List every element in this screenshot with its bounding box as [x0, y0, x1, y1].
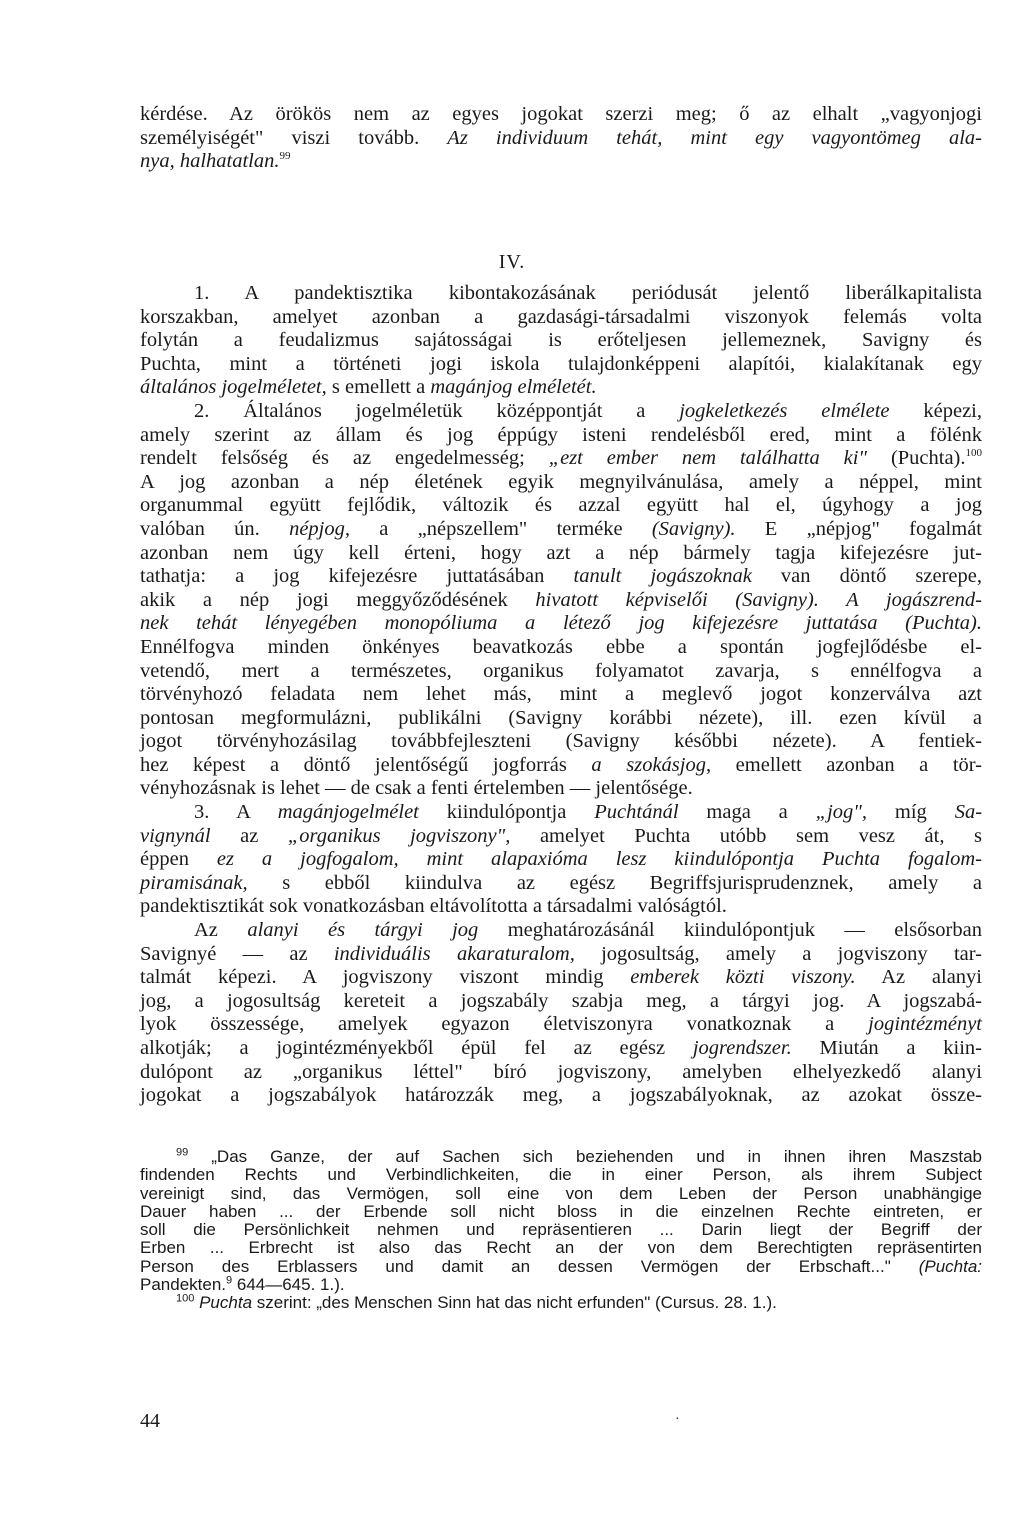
text-line: korszakban, amelyet azonban a gazdasági-társadalmi viszonyok felemás volta [140, 305, 982, 328]
text-line: alkotják; a jogintézményekből épül fel az egész jogrendszer. Miután a kiin- [140, 1037, 982, 1059]
text-line: nya, halhatatlan.$^{99}$ [140, 150, 291, 173]
text-line: valóban ún. népjog, a „népszellem" terméke (Savigny). E „népjog" fogalmát [140, 517, 982, 540]
text-line: jog, a jogosultság kereteit a jogszabály szabja meg, a tárgyi jog. A jogszabá- [140, 989, 982, 1012]
page-number: 44 [140, 1410, 160, 1432]
text-line: organummal együtt fejlődik, változik és azzal együtt hal el, úgyhogy a jog [140, 494, 982, 517]
footnote-line: Pandekten.$^9$ 644—645. 1.). [140, 1274, 345, 1295]
text-line: törvényhozó feladata nem lehet más, mint a meglevő jogot konzerválva azt [140, 683, 982, 706]
footnote-line: $^{99}$ „Das Ganze, der auf Sachen sich beziehenden und in ihnen ihren Maszstab [176, 1146, 983, 1166]
footnote-marker-100: 100 [176, 1292, 195, 1305]
main-body [140, 282, 982, 1108]
text-line: azonban nem úgy kell érteni, hogy azt a nép bármely tagja kifejezésre jut- [140, 541, 982, 564]
text-line: akik a nép jogi meggyőződésének hivatott képviselői (Savigny). A jogászrend- [140, 588, 982, 611]
text-line: jogokat a jogszabályok határozzák meg, a jogszabályoknak, az azokat össze- [140, 1084, 982, 1107]
footnote-line: Person des Erblassers und damit an dessen Vermögen der Erbschaft..." (Puchta: [140, 1256, 982, 1276]
footnote-line: soll die Persönlichkeit nehmen und repräsentieren ... Darin liegt der Begriff der [140, 1220, 982, 1240]
decorative-dot: · [675, 1412, 680, 1427]
text-line: tathatja: a jog kifejezésre juttatásában tanult jogászoknak van döntő szerepe, [140, 565, 982, 588]
text-line: nek tehát lényegében monopóliuma a létező jog kifejezésre juttatása (Puchta). [140, 612, 982, 635]
text-line: jogot törvényhozásilag továbbfejleszteni (Savigny későbbi nézete). A fentiek- [140, 730, 982, 753]
text-line: dulópont az „organikus léttel" bíró jogviszony, amelyben elhelyezkedő alanyi [140, 1060, 982, 1083]
text-line: Puchta, mint a történeti jogi iskola tulajdonképpeni alapítói, kialakítanak egy [140, 352, 982, 375]
footnote-ref-100: 100 [965, 447, 983, 460]
text-line: 2. Általános jogelméletük középpontját a jogkeletkezés elmélete képezi, [194, 399, 982, 422]
text-line: pontosan megformulázni, publikálni (Savigny korábbi nézete), ill. ezen kívül a [140, 706, 982, 729]
text-line: Ennélfogva minden önkényes beavatkozás ebbe a spontán jogfejlődésbe el- [140, 635, 982, 658]
text-line: kérdése. Az örökös nem az egyes jogokat szerzi meg; ő az elhalt „vagyonjogi [140, 103, 982, 125]
footnotes [140, 1148, 982, 1313]
text-line: piramisának, s ebből kiindulva az egész Begriffsjurisprudenznek, amely a [140, 871, 982, 894]
footnote-line: Dauer haben ... der Erbende soll nicht bloss in die einzelnen Rechte eintreten, er [140, 1201, 982, 1221]
text-line: talmát képezi. A jogviszony viszont mindig emberek közti viszony. Az alanyi [140, 966, 982, 989]
text-line: lyok összessége, amelyek egyazon életviszonyra vonatkoznak a jogintézményt [140, 1013, 982, 1036]
text-line: általános jogelméletet, s emellett a magánjog elméletét. [140, 376, 597, 399]
text-line: vignynál az „organikus jogviszony", amelyet Puchta utóbb sem vesz át, s [140, 824, 983, 847]
text-line: Az alanyi és tárgyi jog meghatározásánál kiindulópontjuk — elsősorban [194, 919, 982, 942]
text-line: rendelt felsőség és az engedelmesség; „ezt ember nem találhatta ki" (Puchta).$^{100}$ [140, 447, 983, 470]
text-line: pandektisztikát sok vonatkozásban eltávolította a társadalmi valóságtól. [140, 895, 727, 918]
text-line: 3. A magánjogelmélet kiindulópontja Puchtánál maga a „jog", míg Sa- [194, 801, 983, 824]
footnote-marker-99: 99 [176, 1146, 189, 1159]
text-line: vetendő, mert a természetes, organikus folyamatot zavarja, s ennélfogva a [140, 659, 982, 682]
text-line: 1. A pandektisztika kibontakozásának periódusát jelentő liberálkapitalista [194, 282, 982, 304]
footnote-line: vereinigt sind, das Vermögen, soll eine von dem Leben der Person unabhängige [140, 1183, 982, 1203]
footnote-line: Erben ... Erbrecht ist also das Recht an der von dem Berechtigten repräsentirten [140, 1238, 982, 1258]
footnote-ref-99: 99 [279, 150, 291, 163]
top-paragraph [140, 103, 982, 174]
section-heading: IV. [498, 251, 526, 273]
text-line: hez képest a döntő jelentőségű jogforrás a szokásjog, emellett azonban a tör- [140, 753, 983, 776]
text-line: A jog azonban a nép életének egyik megnyilvánulása, amely a néppel, mint [140, 470, 982, 493]
text-line: Savignyé — az individuális akaraturalom, jogosultság, amely a jogviszony tar- [140, 942, 982, 965]
footnote-line: findenden Rechts und Verbindlichkeiten, die in einer Person, als ihrem Subject [140, 1165, 982, 1185]
text-line: folytán a feudalizmus sajátosságai is erőteljesen jellemeznek, Savigny és [140, 329, 982, 352]
text-line: amely szerint az állam és jog éppúgy isteni rendelésből ered, mint a fölénk [140, 423, 982, 446]
footnote-line: $^{100}$ Puchta szerint: „des Menschen Sinn hat das nicht erfunden" (Cursus. 28. 1.). [176, 1292, 777, 1313]
text-line: vényhozásnak is lehet — de csak a fenti értelemben — jelentősége. [140, 777, 693, 800]
text-line: személyiségét" viszi tovább. Az individuum tehát, mint egy vagyontömeg ala- [140, 126, 982, 149]
text-line: éppen ez a jogfogalom, mint alapaxióma lesz kiindulópontja Puchta fogalom- [140, 848, 983, 871]
